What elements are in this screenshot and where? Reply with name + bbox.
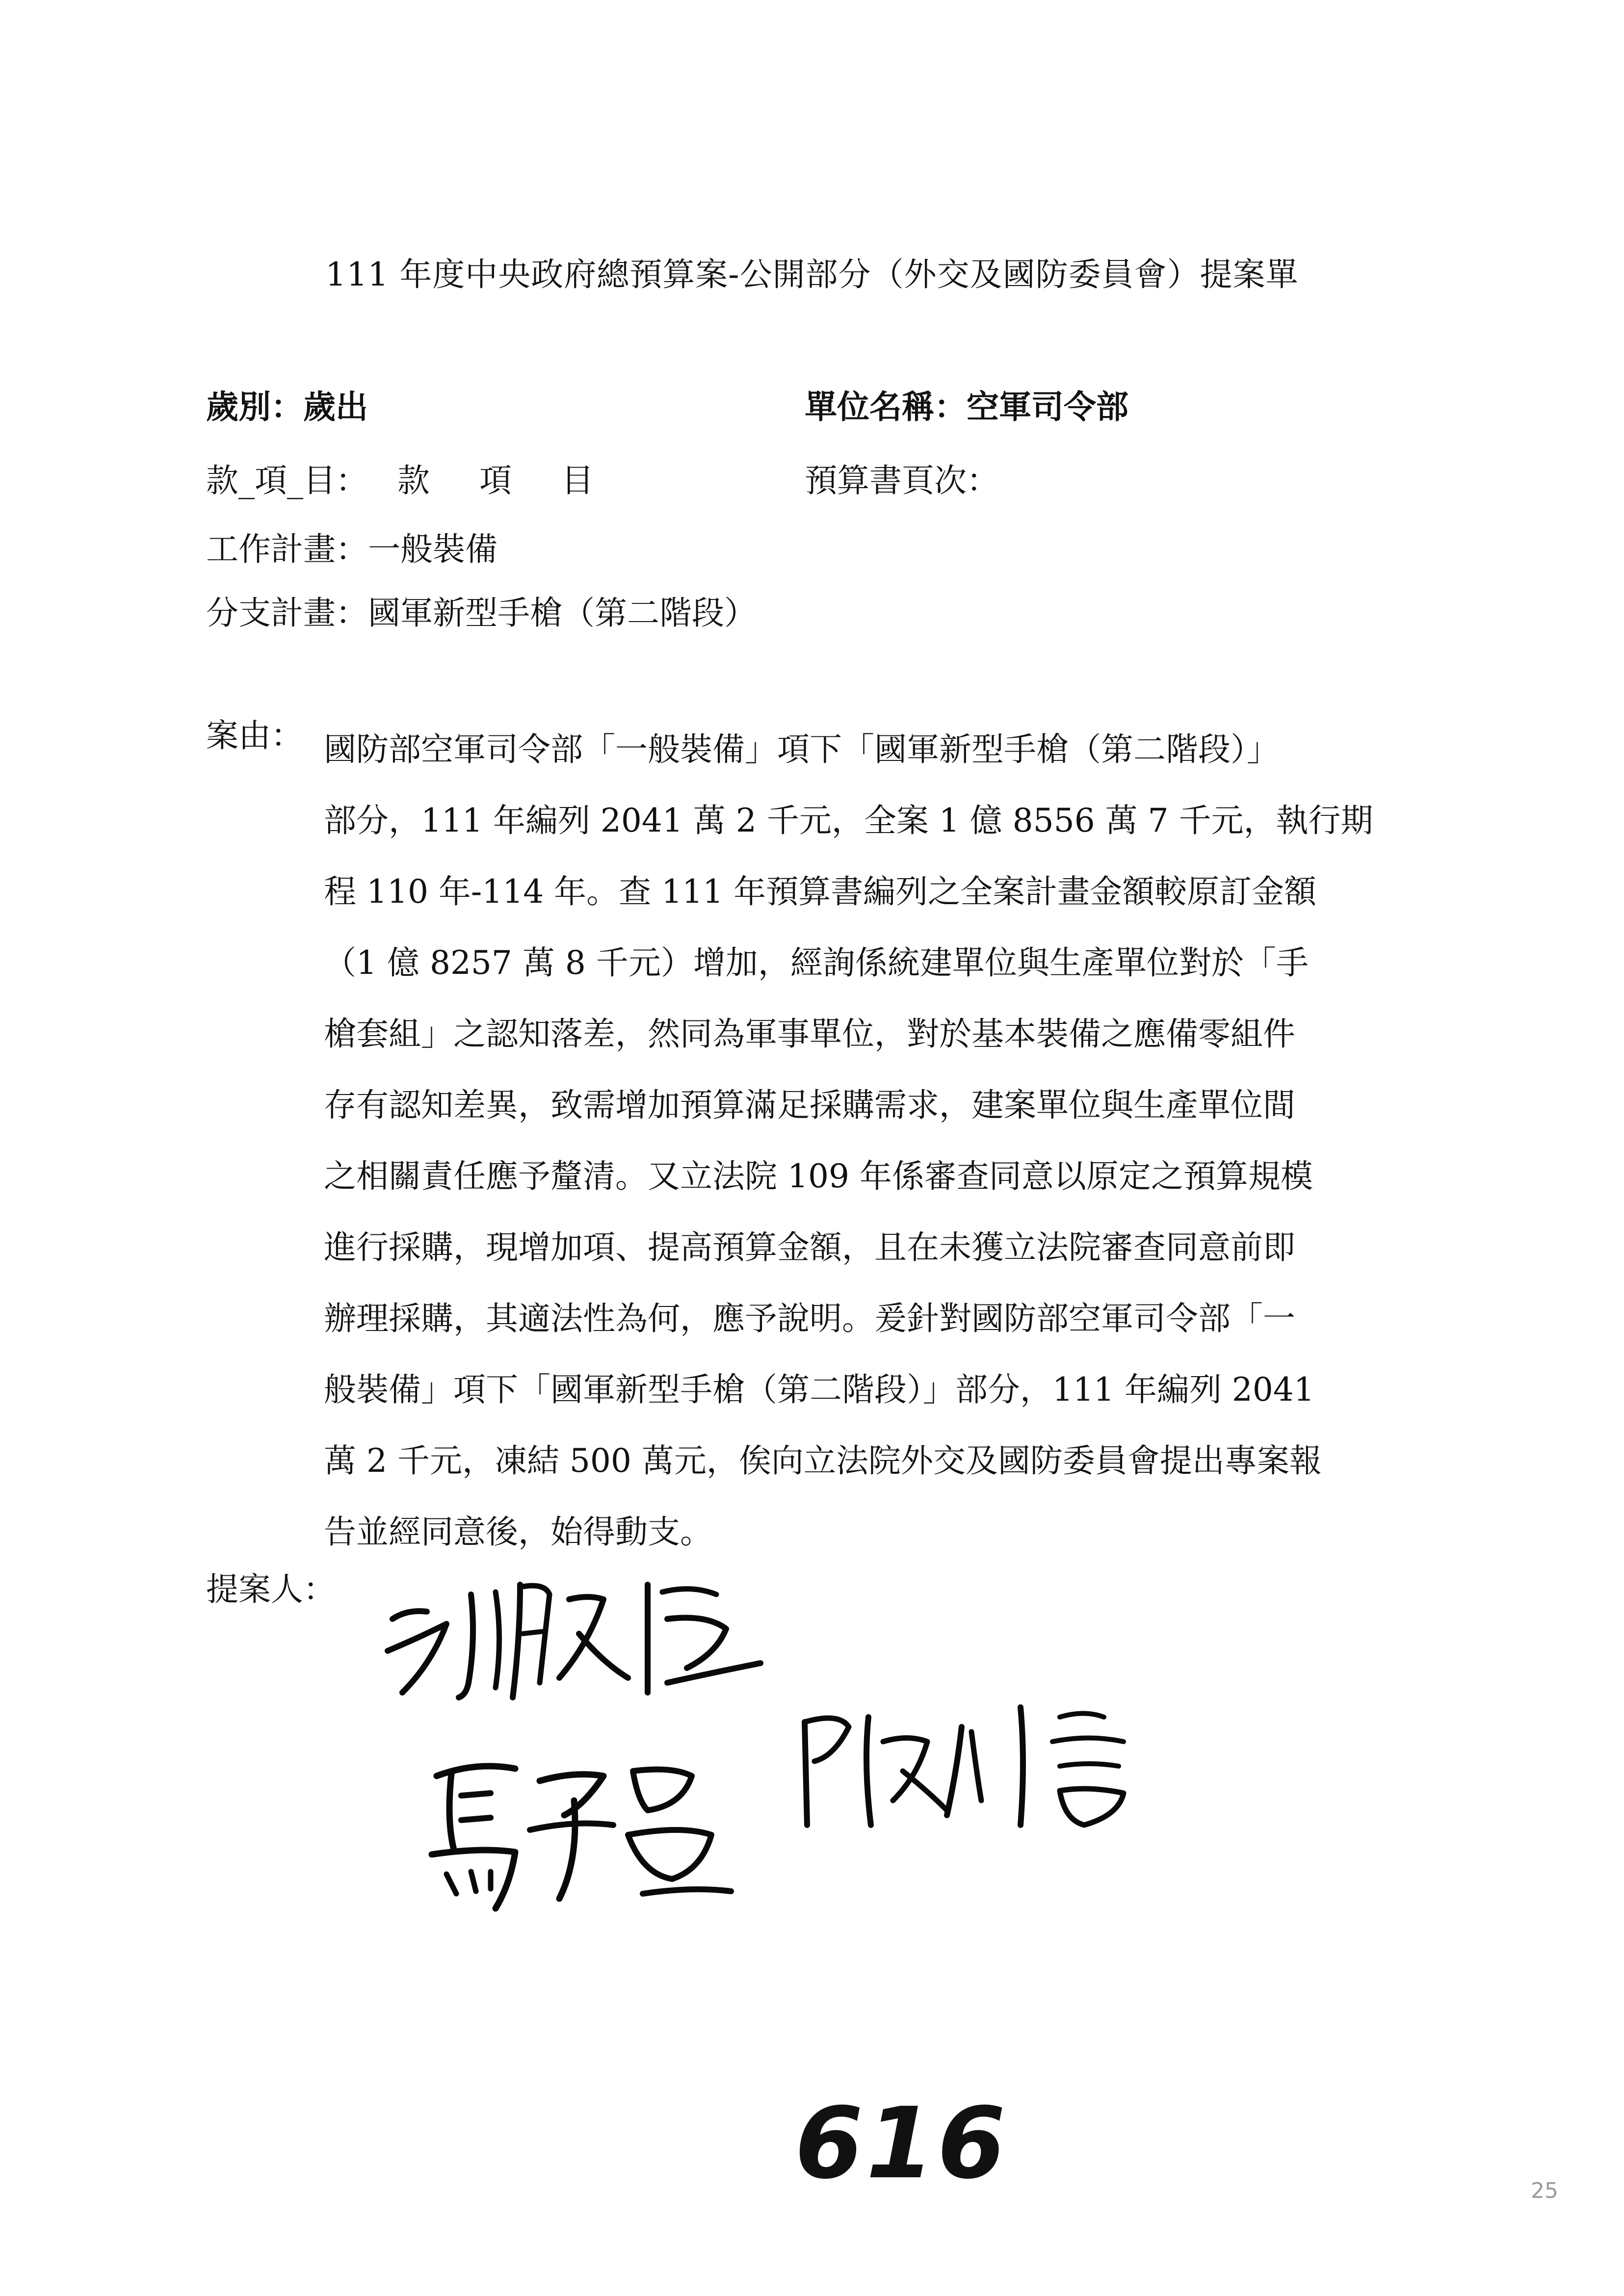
kxm-label: 款_項_目： [206,462,368,499]
sub-plan-label: 分支計畫： [206,594,368,632]
case-line: 進行採購，現增加項、提高預算金額，且在未獲立法院審查同意前即 [324,1228,1295,1266]
case-line: （1 億 8257 萬 8 千元）增加，經詢係統建單位與生產單位對於「手 [324,944,1309,982]
proposer-label: 提案人： [206,1570,336,1608]
case-line: 部分，111 年編列 2041 萬 2 千元，全案 1 億 8556 萬 7 千元，執行期 [324,802,1373,839]
case-line: 萬 2 千元，凍結 500 萬元，俟向立法院外交及國防委員會提出專案報 [324,1442,1322,1480]
case-line: 辦理採購，其適法性為何，應予說明。爰針對國防部空軍司令部「一 [324,1300,1295,1337]
budget-page-label: 預算書頁次： [805,462,999,499]
case-line: 國防部空軍司令部「一般裝備」項下「國軍新型手槍（第二階段）」 [324,731,1279,768]
page-number: 616 [795,2087,1009,2201]
sub-plan-field [206,591,757,635]
signature-1 [373,1565,775,1717]
work-plan-label: 工作計畫： [206,530,368,568]
category-label: 歲別： [206,388,303,426]
document-title: 111 年度中央政府總預算案-公開部分（外交及國防委員會）提案單 [325,256,1299,293]
case-line: 程 110 年-114 年。查 111 年預算書編列之全案計畫金額較原訂金額 [324,873,1317,911]
work-plan-field [206,527,498,572]
case-line: 之相關責任應予釐清。又立法院 109 年係審查同意以原定之預算規模 [324,1157,1313,1195]
case-line: 告並經同意後，始得動支。 [324,1513,712,1551]
kxm-field [206,459,613,503]
unit-label: 單位名稱： [805,388,967,426]
category-field [206,385,368,429]
signature-3 [785,1688,1168,1845]
work-plan-value: 一般裝備 [368,530,498,568]
case-body [324,714,1467,1567]
corner-mark: 25 [1531,2178,1558,2203]
unit-value: 空軍司令部 [967,388,1128,426]
budget-page-field [805,459,999,503]
sub-plan-value: 國軍新型手槍（第二階段） [368,594,757,632]
kxm-value: 款 項 目 [397,462,613,499]
signature-2 [417,1751,741,1928]
unit-field [805,385,1128,429]
case-line: 存有認知差異，致需增加預算滿足採購需求，建案單位與生產單位間 [324,1086,1295,1124]
category-value: 歲出 [303,388,368,426]
case-line: 槍套組」之認知落差，然同為軍事單位，對於基本裝備之應備零組件 [324,1015,1295,1053]
case-label: 案由： [206,717,303,755]
case-line: 般裝備」項下「國軍新型手槍（第二階段）」部分，111 年編列 2041 [324,1371,1314,1409]
